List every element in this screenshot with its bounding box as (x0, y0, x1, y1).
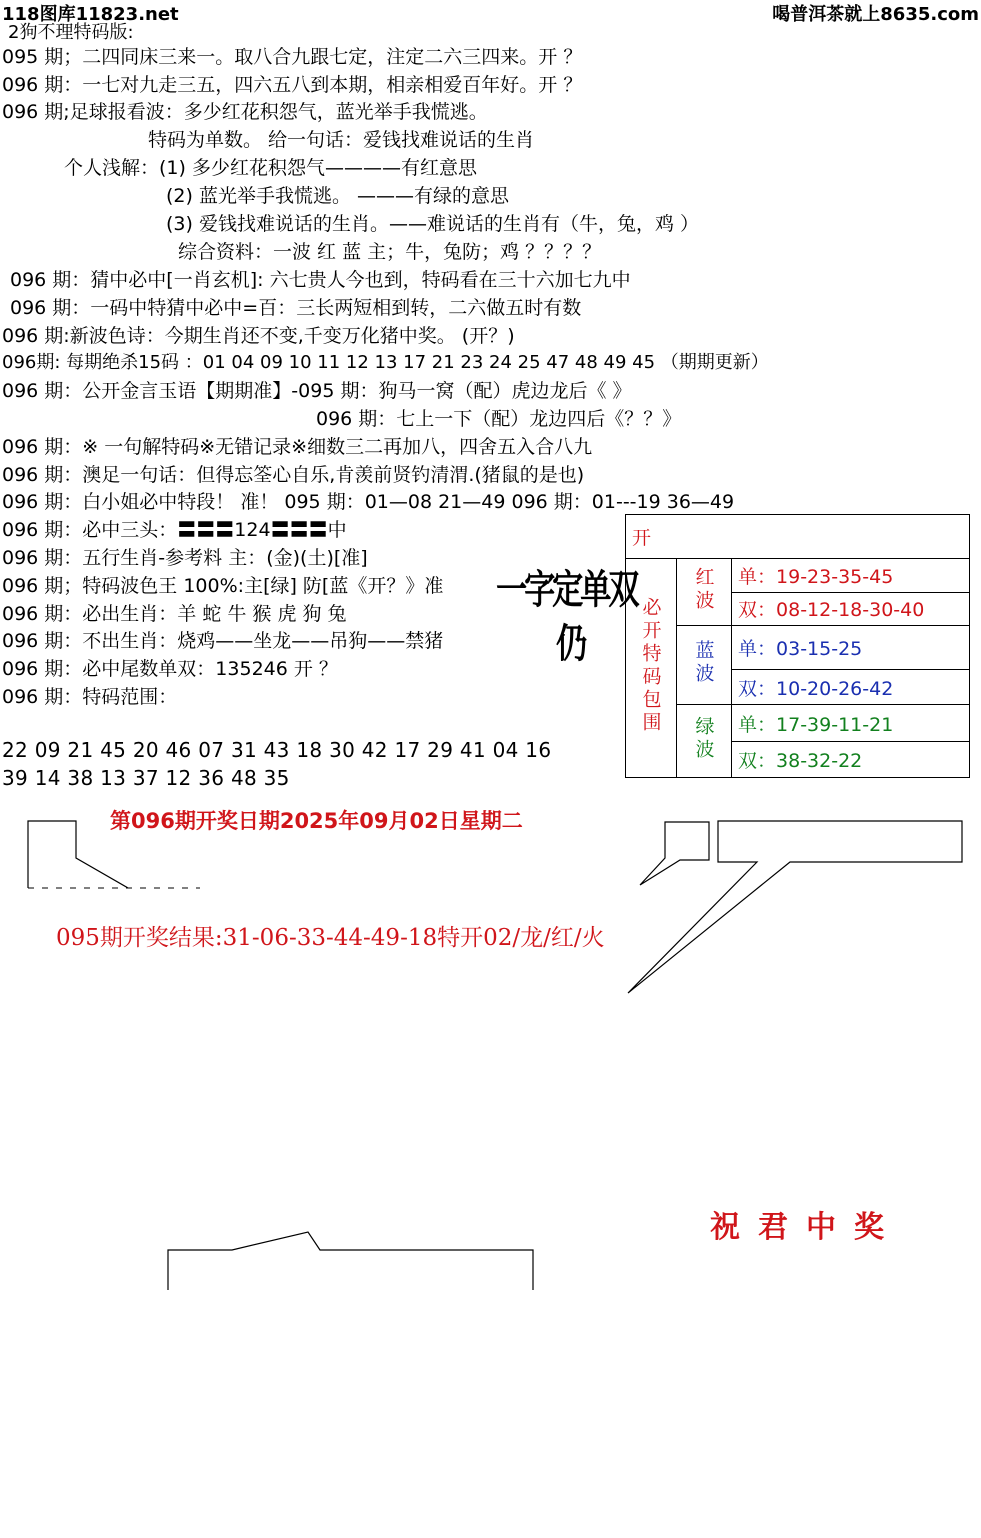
table-open-label: 开 (626, 515, 970, 559)
text-line: (2) 蓝光举手我慌逃。 ———有绿的意思 (166, 185, 509, 207)
draw-result: 095期开奖结果:31-06-33-44-49-18特开02/龙/红/火 (56, 925, 605, 951)
text-line: 096 期；特码波色王 100%:主[绿] 防[蓝《开？》准 (2, 575, 444, 597)
blue-double-row: 双：10-20-26-42 (732, 670, 970, 705)
text-line: 096 期：猜中必中[一肖玄机]: 六七贵人今也到，特码看在三十六加七九中 (10, 269, 631, 291)
text-line: 096 期：必中尾数单双：135246 开 ？ (2, 658, 338, 680)
text-line: 096 期:新波色诗：今期生肖还不变,千变万化猪中奖。 (开？) (2, 325, 515, 347)
text-line: 096 期：不出生肖：烧鸡——坐龙——吊狗——禁猪 (2, 630, 444, 652)
text-line: 096 期：七上一下（配）龙边四后《？？》 (316, 408, 682, 430)
text-line: 个人浅解：(1) 多少红花积怨气————有红意思 (64, 157, 477, 179)
red-double-row: 双：08-12-18-30-40 (732, 592, 970, 625)
group-name-green: 绿波 (677, 705, 732, 778)
green-double-row: 双：38-32-22 (732, 741, 970, 777)
text-line: 096 期：※ 一句解特码※无错记录※细数三二再加八，四舍五入合八九 (2, 436, 593, 458)
text-line: 096 期：特码范围： (2, 686, 178, 708)
number-row: 39 14 38 13 37 12 36 48 35 (2, 766, 290, 790)
page-title: 2狗不理特码版: (8, 22, 134, 43)
red-single-row: 单：19-23-35-45 (732, 559, 970, 592)
draw-date: 第096期开奖日期2025年09月02日星期二 (110, 809, 523, 833)
text-line: 096 期：五行生肖-参考料 主：(金)(土)[准] (2, 547, 368, 569)
blue-single-row: 单：03-15-25 (732, 625, 970, 669)
text-line: 096 期：一码中特猜中必中=百：三长两短相到转，二六做五时有数 (10, 297, 582, 319)
stamp-line1: 一字定单双 (496, 566, 637, 613)
green-single-row: 单：17-39-11-21 (732, 705, 970, 741)
group-name-red: 红波 (677, 559, 732, 626)
blessing-text: 祝君中奖 (710, 1210, 902, 1245)
table-side-label: 必开特码包围 (626, 559, 677, 778)
text-line: 096 期：白小姐必中特段！ 准！ 095 期：01—08 21—49 096 期：01---19 36—49 (2, 491, 735, 513)
site-header-left: 118图库11823.net (2, 4, 179, 25)
text-line: 096 期：必出生肖：羊 蛇 牛 猴 虎 狗 兔 (2, 603, 347, 625)
text-line: 096 期：公开金言玉语【期期准】-095 期：狗马一窝（配）虎边龙后《 》 (2, 380, 632, 402)
text-line: 096 期：澳足一句话：但得忘筌心自乐,肯羡前贤钓清渭.(猪鼠的是也) (2, 464, 585, 486)
text-line: 096 期;足球报看波：多少红花积怨气，蓝光举手我慌逃。 (2, 101, 488, 123)
group-name-blue: 蓝波 (677, 625, 732, 705)
number-row: 22 09 21 45 20 46 07 31 43 18 30 42 17 29 41 04 16 (2, 738, 552, 762)
text-line: 096期: 每期绝杀15码 ：01 04 09 10 11 12 13 17 21 23 24 25 47 48 49 45 （期期更新） (2, 352, 769, 373)
text-line: (3) 爱钱找难说话的生肖。——难说话的生肖有（牛，兔，鸡 ） (166, 213, 699, 235)
site-header-right: 喝普洱茶就上8635.com (772, 4, 979, 25)
text-line: 096 期：必中三头：〓〓〓124〓〓〓中 (2, 519, 347, 541)
text-line: 综合资料：一波 红 蓝 主；牛，兔防；鸡 ？？？？ (178, 241, 602, 263)
text-line: 096 期：一七对九走三五，四六五八到本期，相亲相爱百年好。开 ？ (2, 74, 583, 96)
text-line: 特码为单数。 给一句话：爱钱找难说话的生肖 (148, 129, 535, 151)
text-line: 095 期；二四同床三来一。取八合九跟七定，注定二六三四来。开 ？ (2, 46, 583, 68)
stamp-line2: 仍 (556, 620, 585, 667)
